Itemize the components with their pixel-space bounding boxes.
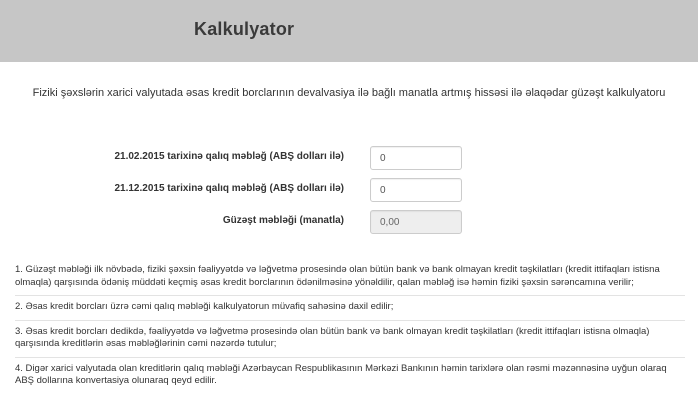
notes-list — [15, 264, 685, 399]
amount-2015-12-input[interactable] — [370, 178, 462, 202]
amount-2015-12-label: 21.12.2015 tarixinə qalıq məbləğ (ABŞ dolları ilə) — [114, 183, 344, 194]
discount-amount-output — [370, 210, 462, 234]
form-row-amount-2015-12 — [0, 178, 698, 202]
header-bar — [0, 0, 698, 62]
form-row-amount-2015-02 — [0, 146, 698, 170]
note-item-2: 2. Əsas kredit borcları üzrə cəmi qalıq məbləği kalkulyatorun müvafiq sahəsinə daxil edilir; — [15, 301, 685, 321]
note-item-1: 1. Güzəşt məbləği ilk növbədə, fiziki şəxsin fəaliyyətdə və ləğvetmə prosesində olan bütün bank və bank olmayan kredit təşkilatları (kredit ittifaqları istisna olmaqla) qarşısında ödəniş müddəti keçmiş əsas kredit borclarının ödənilməsinə yönəldilir, qalan məbləğ isə həmin fiziki şəxsin sərəncamına verilir; — [15, 264, 685, 296]
amount-2015-02-label: 21.02.2015 tarixinə qalıq məbləğ (ABŞ dolları ilə) — [114, 151, 344, 162]
calculator-description: Fiziki şəxslərin xarici valyutada əsas kredit borclarının devalvasiya ilə bağlı manatla artmış hissəsi ilə əlaqədar güzəşt kalkulyatoru — [32, 87, 666, 99]
page-title: Kalkulyator — [194, 19, 295, 39]
form-row-discount-amount — [0, 210, 698, 234]
discount-amount-label: Güzəşt məbləği (manatla) — [222, 215, 344, 226]
note-item-3: 3. Əsas kredit borcları dedikdə, fəaliyyətdə və ləğvetmə prosesində olan bütün bank və bank olmayan kredit təşkilatları (kredit ittifaqları istisna olmaqla) qarşısında kreditlərin əsas məbləğlərinin cəmi nəzərdə tutulur; — [15, 326, 685, 358]
amount-2015-02-input[interactable] — [370, 146, 462, 170]
note-item-4: 4. Digər xarici valyutada olan kreditlərin qalıq məbləği Azərbaycan Respublikasının Mərkəzi Bankının həmin tarixlərə olan rəsmi məzənnəsinə uyğun olaraq ABŞ dollarına konvertasiya olunaraq qeyd edilir. — [15, 362, 667, 386]
